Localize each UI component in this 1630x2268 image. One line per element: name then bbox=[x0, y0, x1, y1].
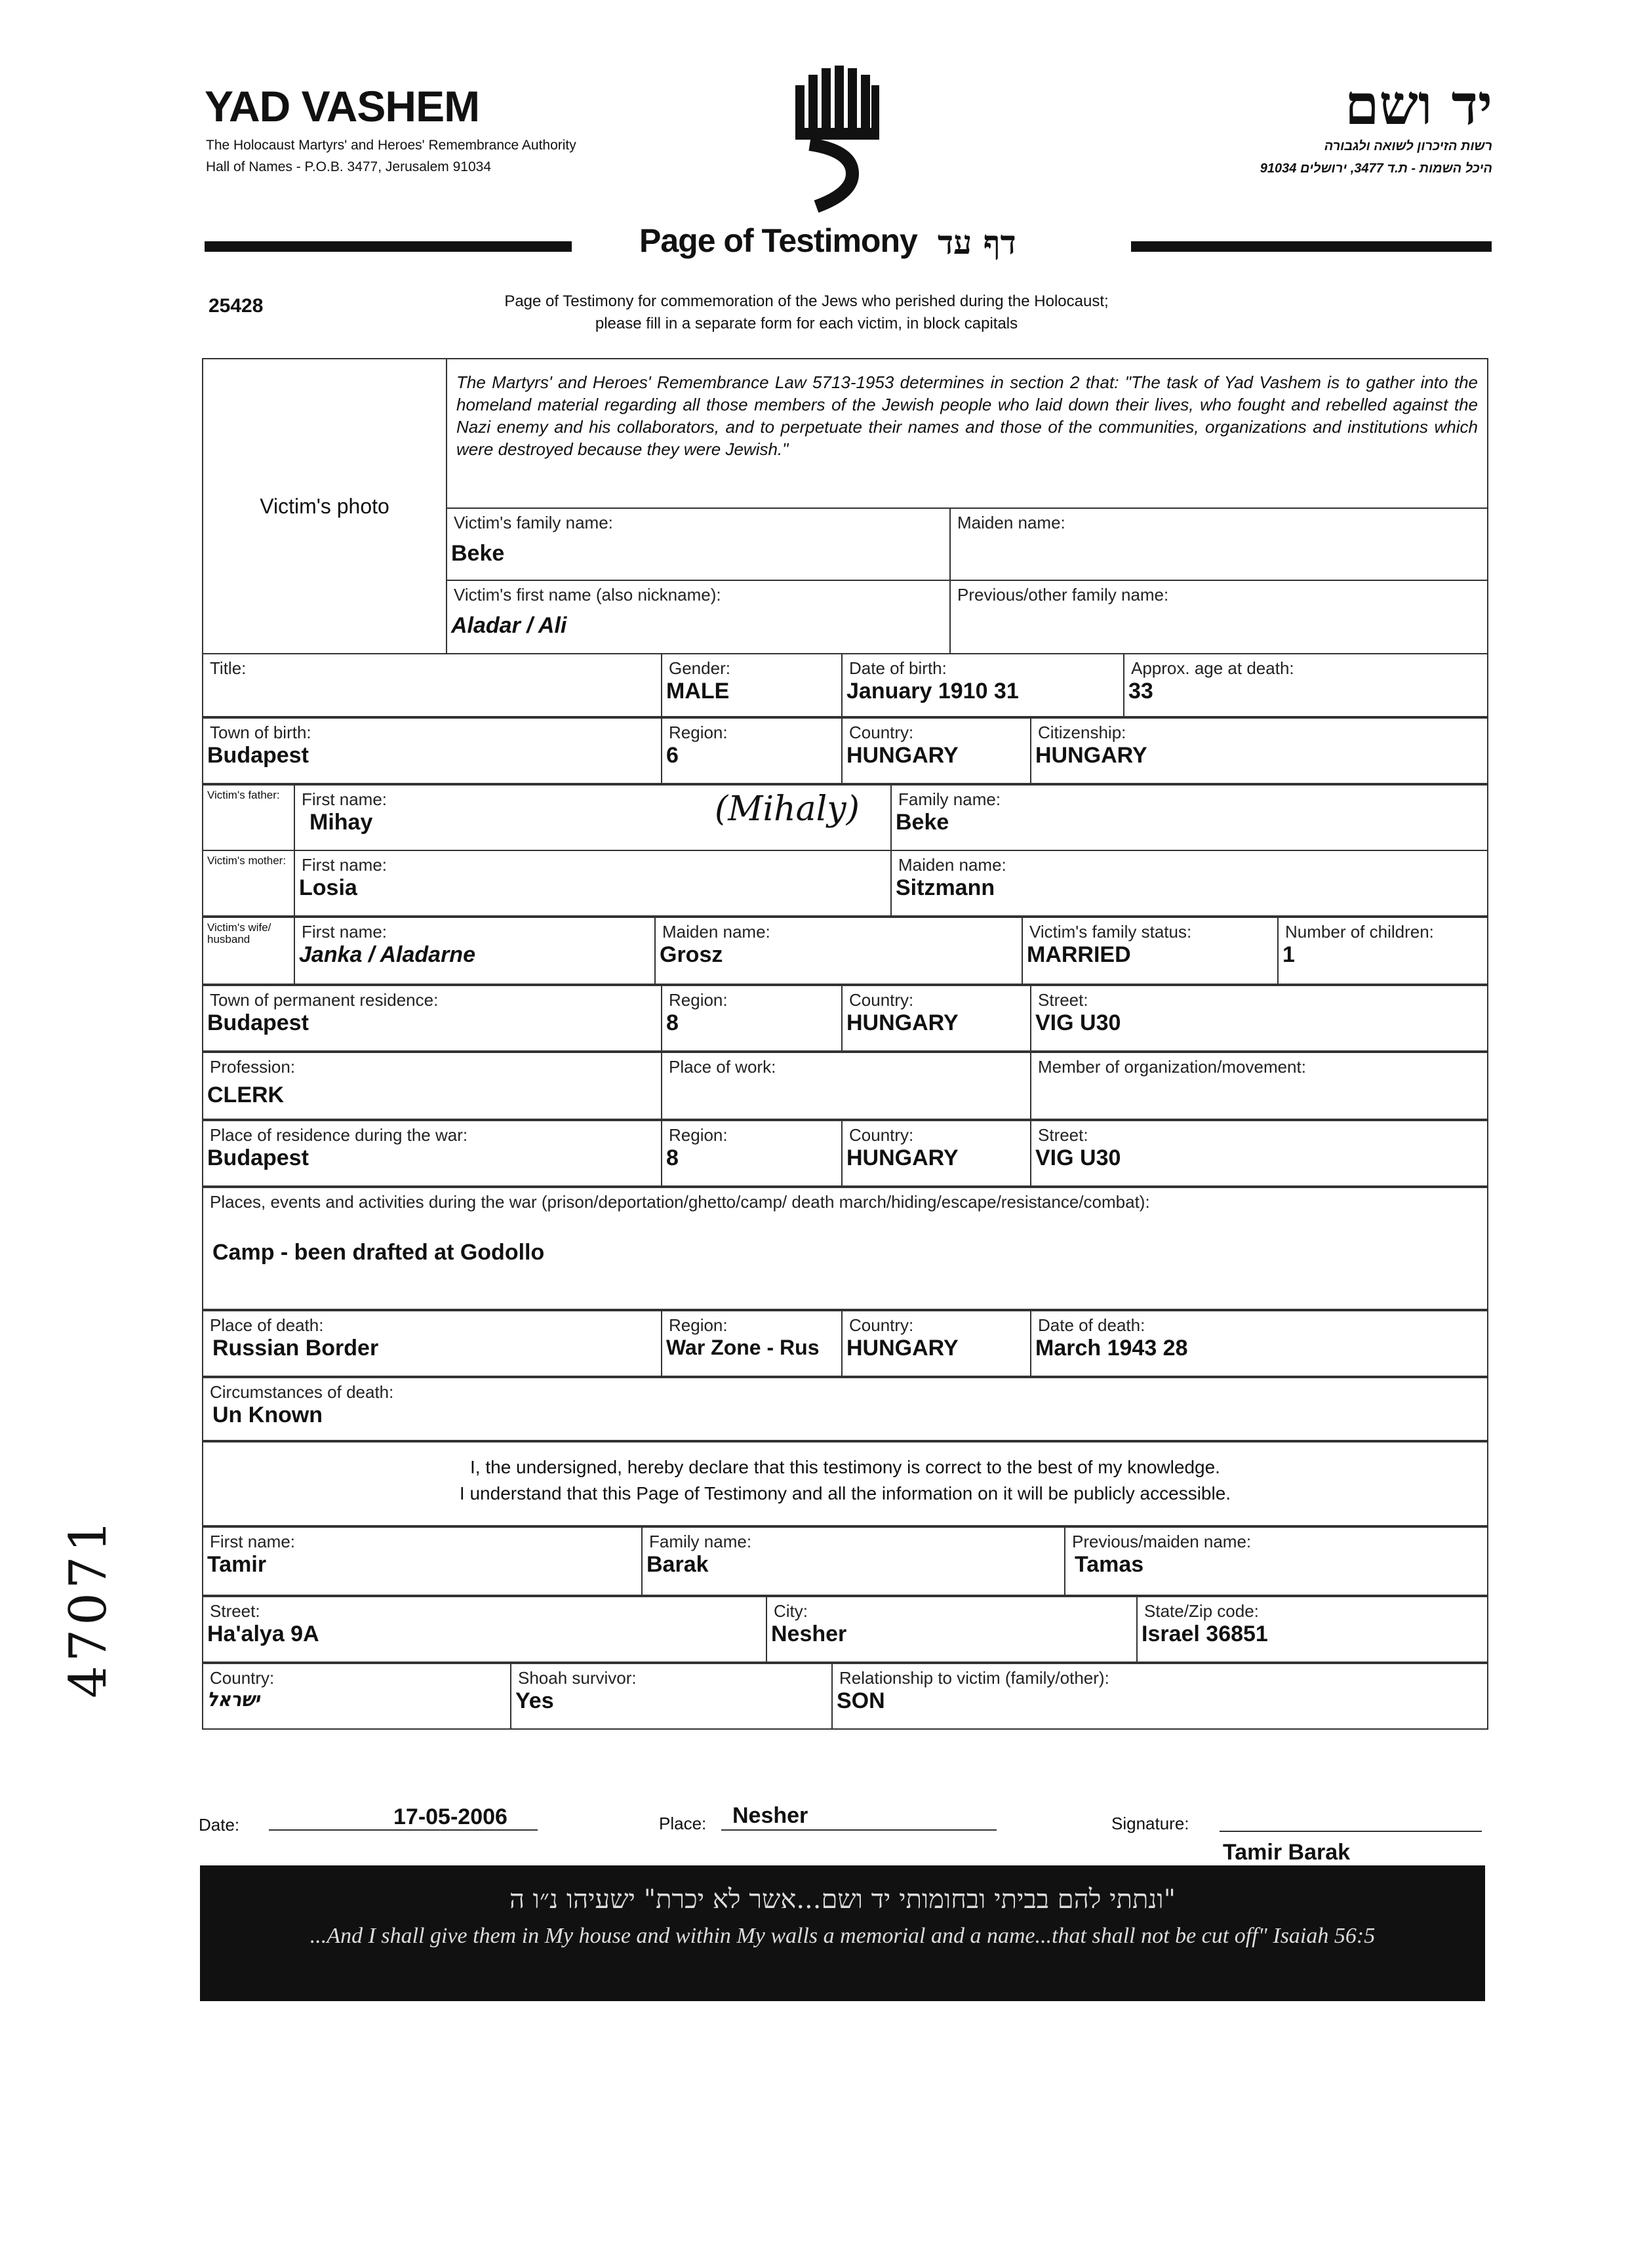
submitter-city-value: Nesher bbox=[771, 1621, 847, 1646]
residence-row bbox=[202, 985, 1488, 1052]
victim-details-row bbox=[202, 653, 1488, 717]
death-place-field[interactable] bbox=[203, 1311, 662, 1376]
war-town-value: Budapest bbox=[207, 1145, 309, 1170]
submitter-country-value: ישראל bbox=[207, 1688, 260, 1711]
declaration-line-2: I understand that this Page of Testimony and all the information on it will be publicly accessible. bbox=[459, 1483, 1231, 1503]
first-name-field[interactable] bbox=[447, 580, 950, 654]
circumstances-label: Circumstances of death: bbox=[210, 1382, 394, 1402]
residence-town-label: Town of permanent residence: bbox=[210, 990, 439, 1010]
quote-banner bbox=[200, 1865, 1485, 2001]
town-birth-label: Town of birth: bbox=[210, 723, 311, 742]
mother-maiden-value: Sitzmann bbox=[896, 875, 995, 900]
survivor-value: Yes bbox=[515, 1688, 554, 1713]
page-title: Page of Testimony bbox=[639, 222, 917, 259]
submitter-city-label: City: bbox=[774, 1601, 808, 1621]
declaration-line-1: I, the undersigned, hereby declare that this testimony is correct to the best of my knowledge. bbox=[470, 1457, 1220, 1477]
citizenship-field[interactable] bbox=[1031, 718, 1488, 784]
submitter-street-field[interactable] bbox=[203, 1597, 766, 1662]
spouse-maiden-value: Grosz bbox=[660, 942, 723, 967]
mother-maiden-label: Maiden name: bbox=[898, 855, 1006, 875]
maiden-name-field[interactable] bbox=[950, 508, 1488, 580]
death-date-label: Date of death: bbox=[1038, 1315, 1145, 1335]
father-first-field[interactable] bbox=[294, 785, 891, 850]
profession-label: Profession: bbox=[210, 1057, 296, 1077]
banner-hebrew-quote: "ונתתי להם בביתי ובחומותי יד ושם...אשר לא יכרת" ישעיהו נ״ו ה bbox=[509, 1884, 1176, 1915]
form-number: 25428 bbox=[209, 295, 264, 317]
war-region-value: 8 bbox=[666, 1145, 679, 1170]
war-region-field[interactable] bbox=[662, 1121, 842, 1186]
death-date-field[interactable] bbox=[1031, 1311, 1488, 1376]
prev-family-label: Previous/other family name: bbox=[957, 585, 1169, 605]
events-value: Camp - been drafted at Godollo bbox=[212, 1240, 545, 1265]
header-rule-left bbox=[205, 241, 572, 252]
banner-english-quote: ...And I shall give them in My house and within My walls a memorial and a name...that shall not be cut off" Isaiah 56:5 bbox=[309, 1924, 1376, 1948]
children-label: Number of children: bbox=[1285, 922, 1434, 942]
declaration-cell bbox=[203, 1442, 1488, 1526]
footer-place-value[interactable]: Nesher bbox=[732, 1803, 808, 1828]
submitter-city-field[interactable] bbox=[766, 1597, 1137, 1662]
gender-value: MALE bbox=[666, 679, 730, 704]
citizenship-value: HUNGARY bbox=[1035, 743, 1147, 768]
residence-region-value: 8 bbox=[666, 1010, 679, 1035]
town-birth-field[interactable] bbox=[203, 718, 662, 784]
family-name-label: Victim's family name: bbox=[454, 513, 613, 532]
family-status-field[interactable] bbox=[1022, 917, 1278, 984]
father-first-label: First name: bbox=[302, 789, 388, 809]
spouse-side-cell bbox=[203, 917, 294, 984]
submitter-zip-field[interactable] bbox=[1137, 1597, 1488, 1662]
submitter-street-value: Ha'alya 9A bbox=[207, 1621, 319, 1646]
hebrew-org-subtitle: רשות הזיכרון לשואה ולגבורה bbox=[1324, 139, 1492, 153]
footer-signature-name[interactable]: Tamir Barak bbox=[1223, 1840, 1351, 1865]
submitter-family-field[interactable] bbox=[642, 1527, 1065, 1595]
family-status-value: MARRIED bbox=[1027, 942, 1131, 967]
survivor-field[interactable] bbox=[511, 1663, 832, 1729]
victim-photo-label: Victim's photo bbox=[260, 494, 389, 518]
mother-first-label: First name: bbox=[302, 855, 388, 875]
residence-town-field[interactable] bbox=[203, 985, 662, 1051]
residence-street-label: Street: bbox=[1038, 990, 1088, 1010]
residence-town-value: Budapest bbox=[207, 1010, 309, 1035]
war-country-label: Country: bbox=[849, 1125, 914, 1145]
country-birth-field[interactable] bbox=[842, 718, 1031, 784]
death-place-value: Russian Border bbox=[212, 1336, 379, 1361]
title-field[interactable] bbox=[203, 654, 662, 717]
war-street-label: Street: bbox=[1038, 1125, 1088, 1145]
war-street-value: VIG U30 bbox=[1035, 1145, 1121, 1170]
footer-signature-label: Signature: bbox=[1111, 1814, 1189, 1833]
death-country-value: HUNGARY bbox=[846, 1336, 959, 1361]
events-field[interactable] bbox=[203, 1187, 1488, 1309]
submitter-address-row bbox=[202, 1596, 1488, 1663]
father-first-value: Mihay bbox=[309, 810, 373, 835]
spouse-maiden-label: Maiden name: bbox=[662, 922, 770, 942]
residence-country-label: Country: bbox=[849, 990, 914, 1010]
citizenship-label: Citizenship: bbox=[1038, 723, 1126, 742]
submitter-prev-value: Tamas bbox=[1075, 1552, 1144, 1577]
footer-signature-line bbox=[1220, 1831, 1482, 1832]
residence-country-field[interactable] bbox=[842, 985, 1031, 1051]
profession-value: CLERK bbox=[207, 1083, 285, 1107]
work-label: Place of work: bbox=[669, 1057, 776, 1077]
footer-date-value[interactable]: 17-05-2006 bbox=[393, 1804, 507, 1829]
spouse-first-field[interactable] bbox=[294, 917, 655, 984]
org-subtitle: The Holocaust Martyrs' and Heroes' Remembrance Authority bbox=[206, 138, 576, 153]
profession-row bbox=[202, 1052, 1488, 1120]
footer-place-line bbox=[721, 1829, 997, 1831]
law-text: The Martyrs' and Heroes' Remembrance Law 5713-1953 determines in section 2 that: "The task of Yad Vashem is to gather into the homeland material regarding all those members of the Jewish people who laid down their lives, who fought and rebelled against the Nazi enemy and his collaborators, and to perpetuate their names and those of the communities, organizations and institutions which were destroyed because they were Jewish." bbox=[456, 372, 1478, 459]
page-title-hebrew: דף עד bbox=[938, 223, 1016, 262]
submitter-country-label: Country: bbox=[210, 1668, 275, 1688]
submitter-country-row bbox=[202, 1663, 1488, 1730]
instruction-line-2: please fill in a separate form for each victim, in block capitals bbox=[595, 315, 1018, 332]
children-field[interactable] bbox=[1278, 917, 1488, 984]
dob-label: Date of birth: bbox=[849, 658, 947, 678]
war-region-label: Region: bbox=[669, 1125, 728, 1145]
residence-street-field[interactable] bbox=[1031, 985, 1488, 1051]
title-label: Title: bbox=[210, 658, 247, 678]
spouse-maiden-field[interactable] bbox=[655, 917, 1022, 984]
death-region-value: War Zone - Rus bbox=[666, 1336, 820, 1359]
submitter-family-label: Family name: bbox=[649, 1532, 752, 1551]
spouse-row bbox=[202, 917, 1488, 985]
maiden-name-label: Maiden name: bbox=[957, 513, 1065, 532]
war-country-value: HUNGARY bbox=[846, 1145, 959, 1170]
father-family-field[interactable] bbox=[891, 785, 1488, 850]
parents-section bbox=[202, 784, 1488, 917]
profession-field[interactable] bbox=[203, 1052, 662, 1119]
age-value: 33 bbox=[1128, 679, 1153, 704]
submitter-zip-value: Israel 36851 bbox=[1142, 1621, 1268, 1646]
father-handwritten-note: (Mihaly) bbox=[715, 789, 860, 829]
war-street-field[interactable] bbox=[1031, 1121, 1488, 1186]
circumstances-row bbox=[202, 1377, 1488, 1441]
org-address: Hall of Names - P.O.B. 3477, Jerusalem 91034 bbox=[206, 159, 492, 174]
country-birth-value: HUNGARY bbox=[846, 743, 959, 768]
events-label: Places, events and activities during the war (prison/deportation/ghetto/camp/ death march/hiding/escape/resistance/combat): bbox=[210, 1192, 1150, 1212]
submitter-zip-label: State/Zip code: bbox=[1144, 1601, 1259, 1621]
death-region-field[interactable] bbox=[662, 1311, 842, 1376]
mother-side-label: Victim's mother: bbox=[207, 854, 287, 867]
first-name-value: Aladar / Ali bbox=[451, 613, 567, 638]
residence-street-value: VIG U30 bbox=[1035, 1010, 1121, 1035]
mother-first-value: Losia bbox=[299, 875, 357, 900]
submitter-first-label: First name: bbox=[210, 1532, 296, 1551]
hebrew-org-address: היכל השמות - ת.ד 3477, ירושלים 91034 bbox=[1260, 161, 1492, 176]
events-row bbox=[202, 1187, 1488, 1310]
death-date-value: March 1943 28 bbox=[1035, 1336, 1188, 1361]
circumstances-field[interactable] bbox=[203, 1378, 1488, 1441]
hebrew-org-name: יד ושם bbox=[1344, 72, 1492, 137]
mother-maiden-field[interactable] bbox=[891, 850, 1488, 916]
spouse-first-label: First name: bbox=[302, 922, 388, 942]
town-birth-value: Budapest bbox=[207, 743, 309, 768]
submitter-first-value: Tamir bbox=[207, 1552, 267, 1577]
family-status-label: Victim's family status: bbox=[1029, 922, 1192, 942]
death-region-label: Region: bbox=[669, 1315, 728, 1335]
circumstances-value: Un Known bbox=[212, 1403, 323, 1427]
gender-field[interactable] bbox=[662, 654, 842, 717]
residence-region-field[interactable] bbox=[662, 985, 842, 1051]
spouse-first-value: Janka / Aladarne bbox=[299, 942, 475, 967]
mother-side-cell bbox=[203, 850, 294, 916]
law-text-cell bbox=[447, 359, 1488, 508]
war-country-field[interactable] bbox=[842, 1121, 1031, 1186]
work-field[interactable] bbox=[662, 1052, 1031, 1119]
org-name: YAD VASHEM bbox=[205, 82, 480, 130]
relation-label: Relationship to victim (family/other): bbox=[839, 1668, 1109, 1688]
death-country-field[interactable] bbox=[842, 1311, 1031, 1376]
instruction-line-1: Page of Testimony for commemoration of the Jews who perished during the Holocaust; bbox=[504, 292, 1109, 310]
victim-photo-box bbox=[203, 359, 447, 654]
death-country-label: Country: bbox=[849, 1315, 914, 1335]
declaration-row bbox=[202, 1441, 1488, 1526]
mother-first-field[interactable] bbox=[294, 850, 891, 916]
father-side-label: Victim's father: bbox=[207, 789, 280, 801]
children-value: 1 bbox=[1282, 942, 1295, 967]
header-rule-right bbox=[1131, 241, 1492, 252]
dob-field[interactable] bbox=[842, 654, 1124, 717]
birth-row bbox=[202, 717, 1488, 784]
war-town-label: Place of residence during the war: bbox=[210, 1125, 468, 1145]
death-place-label: Place of death: bbox=[210, 1315, 324, 1335]
yad-vashem-logo-icon bbox=[790, 66, 882, 216]
survivor-label: Shoah survivor: bbox=[518, 1668, 637, 1688]
submitter-country-field[interactable] bbox=[203, 1663, 511, 1729]
first-name-label: Victim's first name (also nickname): bbox=[454, 585, 721, 605]
residence-country-value: HUNGARY bbox=[846, 1010, 959, 1035]
prev-family-field[interactable] bbox=[950, 580, 1488, 654]
handwritten-side-number: 47071 bbox=[59, 1515, 118, 1698]
submitter-street-label: Street: bbox=[210, 1601, 260, 1621]
submitter-prev-field[interactable] bbox=[1065, 1527, 1488, 1595]
submitter-family-value: Barak bbox=[646, 1552, 709, 1577]
war-town-field[interactable] bbox=[203, 1121, 662, 1186]
gender-label: Gender: bbox=[669, 658, 730, 678]
war-residence-row bbox=[202, 1120, 1488, 1187]
dob-value: January 1910 31 bbox=[846, 679, 1019, 704]
region-birth-field[interactable] bbox=[662, 718, 842, 784]
submitter-first-field[interactable] bbox=[203, 1527, 642, 1595]
submitter-prev-label: Previous/maiden name: bbox=[1072, 1532, 1252, 1551]
relation-value: SON bbox=[837, 1688, 885, 1713]
region-birth-label: Region: bbox=[669, 723, 728, 742]
member-label: Member of organization/movement: bbox=[1038, 1057, 1306, 1077]
death-row bbox=[202, 1310, 1488, 1377]
age-label: Approx. age at death: bbox=[1131, 658, 1294, 678]
country-birth-label: Country: bbox=[849, 723, 914, 742]
region-birth-value: 6 bbox=[666, 743, 679, 768]
spouse-side-label: Victim's wife/ husband bbox=[207, 921, 271, 945]
footer-place-label: Place: bbox=[659, 1814, 707, 1833]
submitter-name-row bbox=[202, 1526, 1488, 1596]
member-field[interactable] bbox=[1031, 1052, 1488, 1119]
victim-name-section bbox=[202, 358, 1488, 654]
father-side-cell bbox=[203, 785, 294, 850]
age-field[interactable] bbox=[1124, 654, 1488, 717]
residence-region-label: Region: bbox=[669, 990, 728, 1010]
family-name-field[interactable] bbox=[447, 508, 950, 580]
father-family-label: Family name: bbox=[898, 789, 1001, 809]
footer-date-label: Date: bbox=[199, 1815, 240, 1835]
father-family-value: Beke bbox=[896, 810, 949, 835]
family-name-value: Beke bbox=[451, 541, 505, 566]
relation-field[interactable] bbox=[832, 1663, 1488, 1729]
